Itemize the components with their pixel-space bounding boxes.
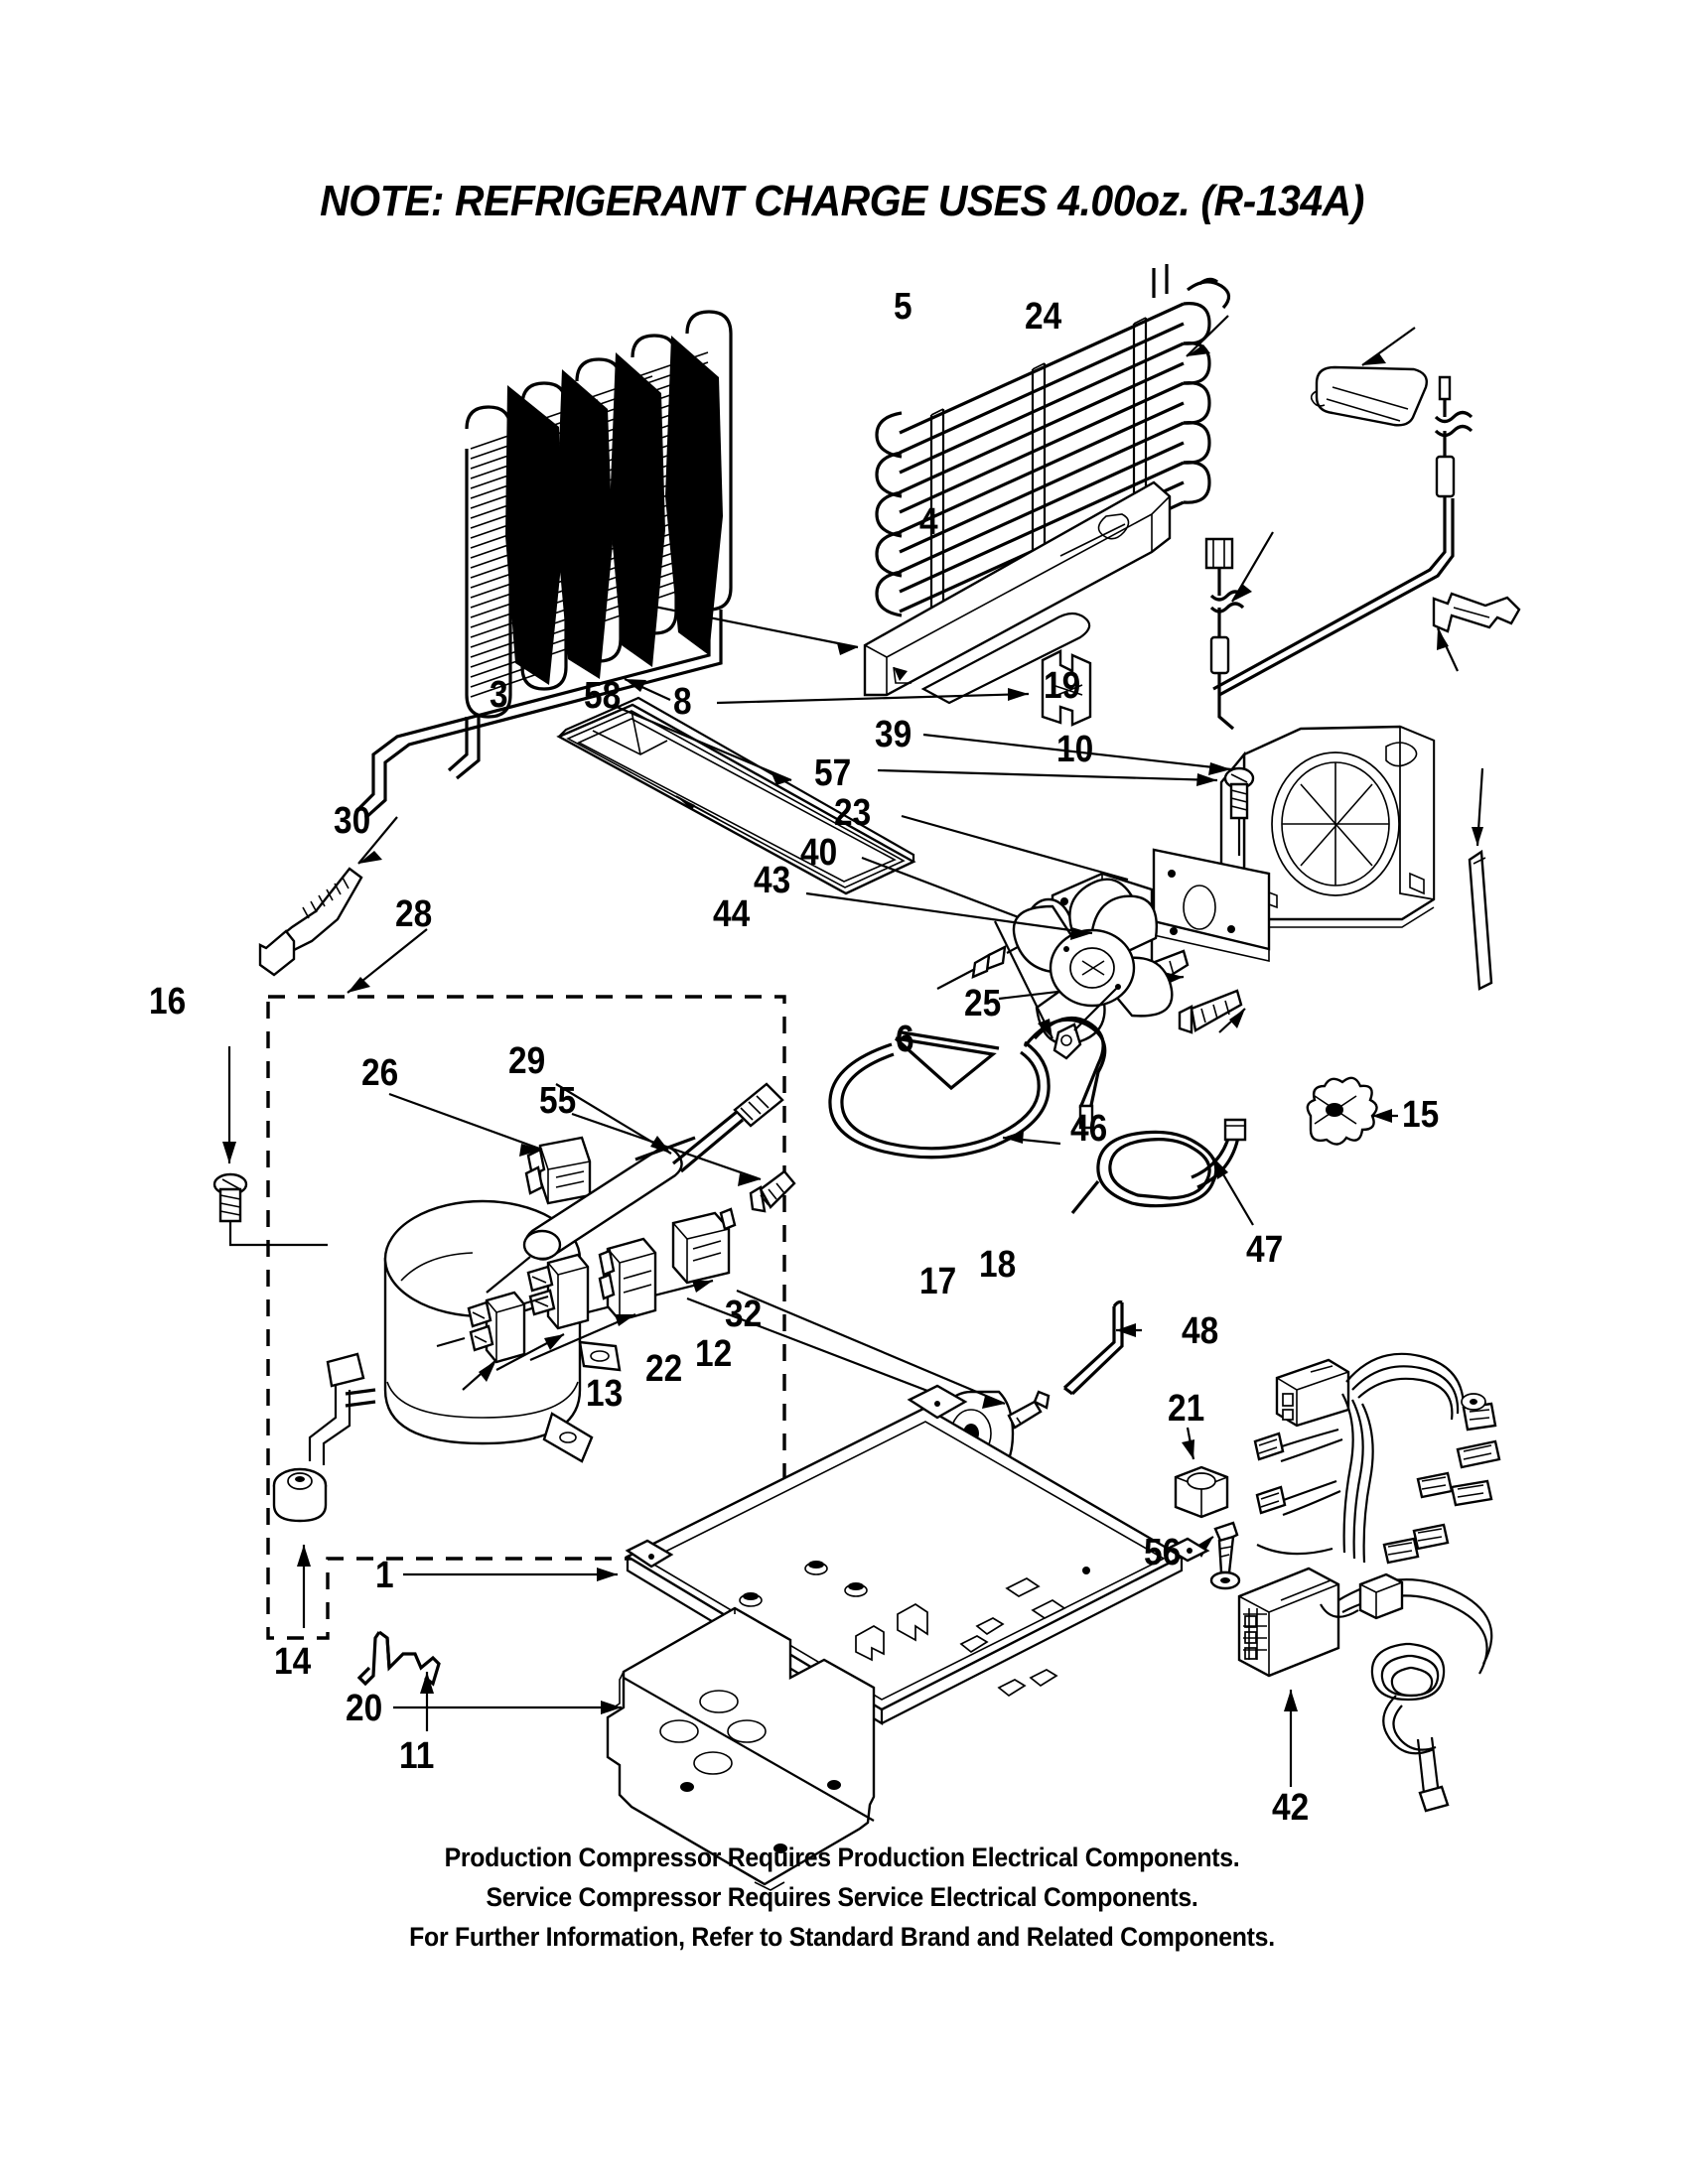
callout-16: 16: [149, 981, 187, 1023]
callout-39: 39: [875, 714, 912, 755]
leader-21: [1182, 1428, 1194, 1459]
leader-47: [1213, 1158, 1253, 1225]
callout-12: 12: [695, 1333, 733, 1375]
callout-29: 29: [508, 1040, 546, 1082]
callout-17: 17: [919, 1261, 957, 1302]
leader-57: [878, 770, 1217, 786]
part-bent-rod-bracket: [1064, 1302, 1122, 1395]
part-harness-screw: [1211, 1523, 1239, 1588]
page-title: NOTE: REFRIGERANT CHARGE USES 4.00oz. (R-134A): [320, 177, 1364, 225]
footer-line-2: Service Compressor Requires Service Electrical Components.: [486, 1882, 1198, 1912]
leader-5: [1187, 316, 1228, 356]
part-wiring-harness: [1239, 1354, 1499, 1811]
callout-56: 56: [1144, 1532, 1182, 1573]
leader-48: [1116, 1323, 1142, 1337]
leader-46: [1003, 1131, 1060, 1144]
footer-line-1: Production Compressor Requires Production Electrical Components.: [444, 1843, 1240, 1872]
callout-5: 5: [894, 286, 912, 328]
leader-19: [1437, 628, 1458, 671]
leader-28: [348, 929, 427, 993]
part-mount-grommet: [274, 1469, 326, 1521]
callout-43: 43: [754, 860, 791, 901]
callout-40: 40: [800, 832, 838, 874]
callout-57: 57: [814, 752, 852, 794]
leader-26: [389, 1094, 542, 1157]
part-compressor-screw: [214, 1174, 328, 1245]
part-cable-tie: [260, 869, 361, 975]
callout-22: 22: [645, 1348, 683, 1390]
callout-4: 4: [919, 501, 938, 543]
callout-55: 55: [539, 1080, 577, 1122]
part-fan-blade-screw: [1180, 991, 1241, 1032]
callout-23: 23: [834, 792, 872, 834]
leader-24: [1362, 328, 1415, 365]
part-seal-strip: [1470, 852, 1491, 989]
callout-21: 21: [1168, 1388, 1205, 1430]
leader-16: [222, 1046, 236, 1163]
callout-3: 3: [490, 674, 508, 716]
callout-46: 46: [1070, 1108, 1108, 1150]
callout-1: 1: [375, 1555, 394, 1596]
callout-47: 47: [1246, 1229, 1284, 1271]
callout-18: 18: [979, 1244, 1017, 1286]
callout-24: 24: [1025, 296, 1062, 338]
leader-18: [737, 1291, 1005, 1409]
part-thermistor-sensor: [1206, 539, 1243, 729]
callout-15: 15: [1402, 1094, 1440, 1136]
leader-14: [297, 1545, 311, 1628]
callout-44: 44: [713, 893, 751, 935]
callout-30: 30: [334, 800, 371, 842]
part-trough-cap: [1312, 367, 1427, 425]
callout-13: 13: [586, 1373, 624, 1415]
callout-10: 10: [1056, 729, 1094, 770]
callout-7: 7: [574, 588, 593, 629]
callout-32: 32: [725, 1294, 763, 1335]
callout-19: 19: [1044, 665, 1081, 707]
callout-14: 14: [274, 1641, 312, 1683]
part-start-relay: [600, 1239, 655, 1320]
callout-6: 6: [896, 1019, 914, 1060]
part-roller-axle: [1009, 1392, 1049, 1428]
leader-11: [420, 1672, 434, 1731]
leader-10: [1472, 768, 1483, 846]
footer-line-3: For Further Information, Refer to Standard Brand and Related Components.: [409, 1922, 1275, 1952]
part-drain-pan-trough: [865, 482, 1170, 707]
callout-48: 48: [1182, 1310, 1219, 1352]
callout-11: 11: [399, 1735, 435, 1777]
part-relay-cover: [673, 1209, 735, 1283]
callout-58: 58: [584, 675, 622, 717]
callout-28: 28: [395, 893, 433, 935]
leader-42: [1284, 1690, 1298, 1787]
callout-42: 42: [1272, 1787, 1310, 1829]
leader-4: [1232, 532, 1273, 602]
callout-25: 25: [964, 983, 1002, 1024]
part-grommet: [1308, 1078, 1377, 1145]
callout-26: 26: [361, 1052, 399, 1094]
leader-1: [403, 1568, 618, 1581]
part-sensor-long-lead: [1213, 377, 1472, 695]
part-wire-clip: [1434, 594, 1519, 631]
part-lock-nut: [1176, 1467, 1227, 1517]
callout-20: 20: [346, 1688, 383, 1729]
callout-8: 8: [673, 681, 692, 723]
